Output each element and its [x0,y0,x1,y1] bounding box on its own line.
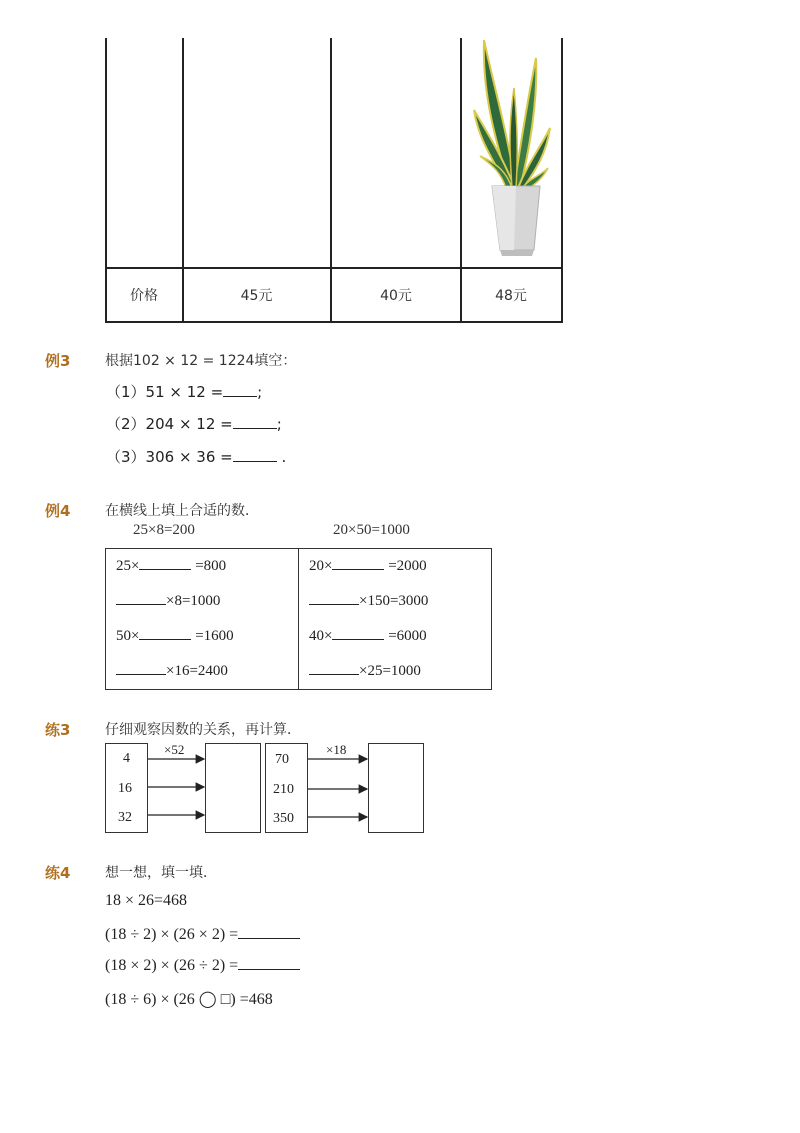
practice-4-line: (18 ÷ 2) × (26 × 2) = [105,926,300,944]
example-3-item-1: （1）51 × 12 = ; [106,383,263,401]
table-row: ×150=3000 [309,593,428,610]
price-cell: 45元 [240,288,273,304]
table-row: ×16=2400 [116,663,228,680]
factor-number: 4 [123,751,130,766]
price-header: 价格 [130,288,158,304]
practice-4-instruction: 想一想，填一填． [105,865,217,881]
practice-4-tag: 练4 [45,864,71,882]
factor-number: 210 [273,782,294,797]
price-cell: 48元 [495,288,527,304]
reference-left: 25×8=200 [133,522,195,538]
factor-number: 70 [275,752,289,767]
price-cell: 40元 [380,288,412,304]
multiplier-label: ×52 [164,742,185,757]
table-row: 20× =2000 [309,558,427,574]
practice-3-tag: 练3 [45,721,71,739]
table-row: 40× =6000 [309,628,427,644]
practice-3-instruction: 仔细观察因数的关系，再计算． [105,722,301,738]
table-row: 25× =800 [116,558,227,574]
practice-4-line: (18 × 2) × (26 ÷ 2) = [105,957,300,975]
example-4-tag: 例4 [45,502,71,520]
answer-blank[interactable] [238,938,300,939]
answer-blank[interactable] [238,969,300,970]
example-3-item-2: （2）204 × 12 = ; [106,415,282,433]
practice-4-line: (18 ÷ 6) × (26 ◯ □) =468 [105,991,273,1008]
multiplier-label: ×18 [326,742,347,757]
example-3-instruction: 根据102 × 12 = 1224填空： [105,353,297,369]
table-row: ×25=1000 [309,663,421,680]
factor-number: 16 [118,781,132,796]
factor-number: 32 [118,810,132,825]
factor-number: 350 [273,811,294,826]
table-row: 50× =1600 [116,628,234,644]
reference-right: 20×50=1000 [333,522,410,538]
practice-4-line: 18 × 26=468 [105,892,188,909]
table-row: ×8=1000 [116,593,220,610]
example-3-item-3: （3）306 × 36 = . [106,448,287,466]
example-3-tag: 例3 [45,352,71,370]
example-4-instruction: 在横线上填上合适的数． [105,503,259,519]
